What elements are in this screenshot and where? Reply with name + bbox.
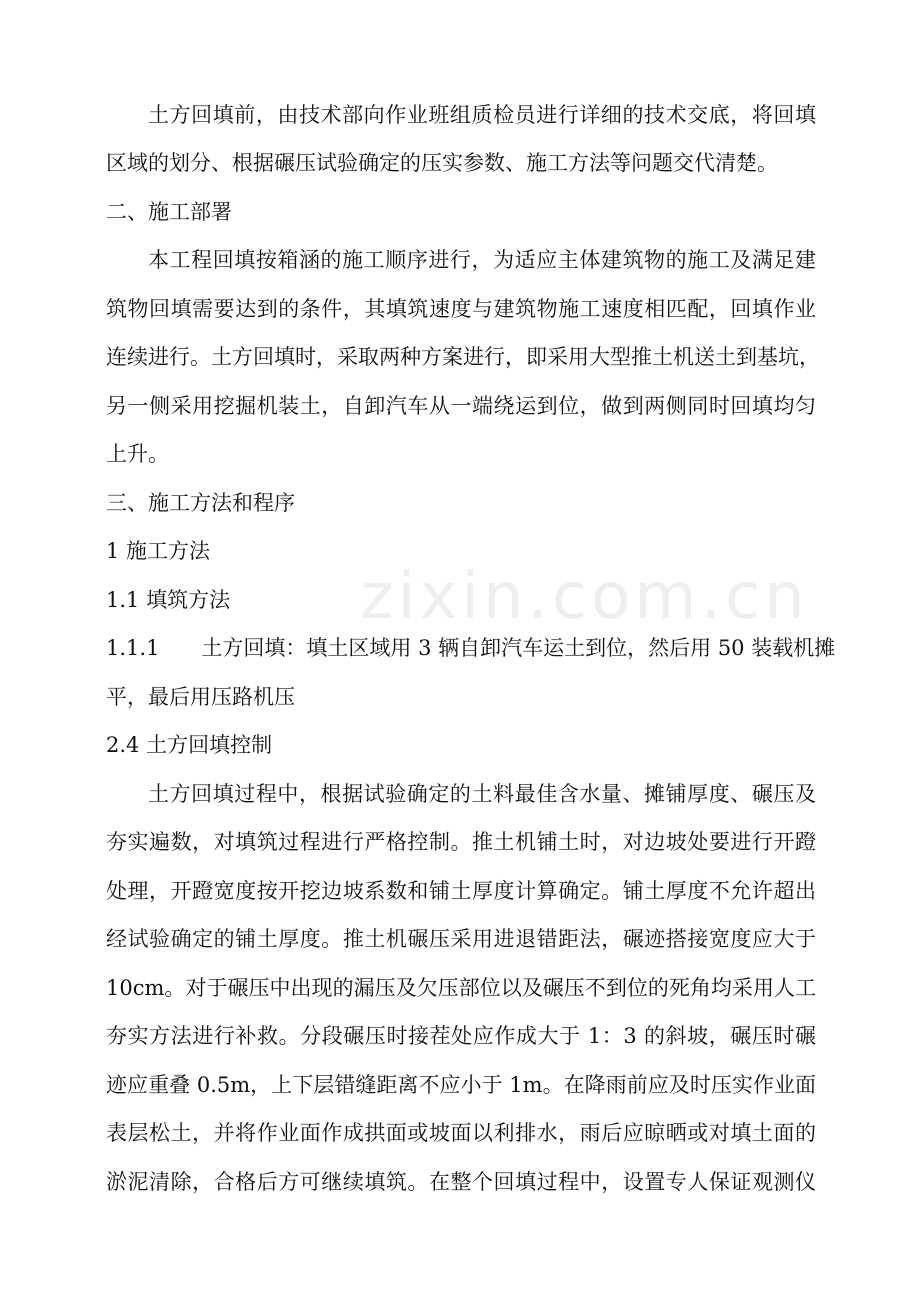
paragraph-line: 夯实方法进行补救。分段碾压时接茬处应作成大于 1：3 的斜坡，碾压时碾: [106, 1024, 816, 1048]
paragraph-line: 处理，开蹬宽度按开挖边坡系数和铺土厚度计算确定。铺土厚度不允许超出: [106, 879, 816, 903]
paragraph-line: 上升。: [106, 442, 169, 466]
paragraph-line: 土方回填过程中，根据试验确定的土料最佳含水量、摊铺厚度、碾压及: [148, 782, 816, 806]
paragraph-line: 区域的划分、根据碾压试验确定的压实参数、施工方法等问题交代清楚。: [106, 151, 778, 175]
subsection-heading: 1.1 填筑方法: [106, 588, 231, 612]
paragraph-line: 表层松土，并将作业面作成拱面或坡面以利排水，雨后应晾晒或对填土面的: [106, 1121, 816, 1145]
paragraph-line: 经试验确定的铺土厚度。推土机碾压采用进退错距法，碾迹搭接宽度应大于: [106, 927, 816, 951]
paragraph-line: 1.1.1 土方回填：填土区域用 3 辆自卸汽车运土到位，然后用 50 装载机摊: [106, 636, 836, 660]
paragraph-line: 连续进行。土方回填时，采取两种方案进行，即采用大型推土机送土到基坑，: [106, 345, 820, 369]
section-heading: 三、施工方法和程序: [106, 491, 295, 515]
paragraph-line: 夯实遍数，对填筑过程进行严格控制。推土机铺土时，对边坡处要进行开蹬: [106, 830, 816, 854]
paragraph-line: 土方回填前，由技术部向作业班组质检员进行详细的技术交底，将回填: [148, 103, 816, 127]
subsection-heading: 2.4 土方回填控制: [106, 733, 273, 757]
paragraph-line: 另一侧采用挖掘机装土，自卸汽车从一端绕运到位，做到两侧同时回填均匀: [106, 394, 816, 418]
section-heading: 二、施工部署: [106, 200, 232, 224]
paragraph-line: 淤泥清除，合格后方可继续填筑。在整个回填过程中，设置专人保证观测仪: [106, 1170, 816, 1194]
paragraph-line: 迹应重叠 0.5m，上下层错缝距离不应小于 1m。在降雨前应及时压实作业面: [106, 1073, 816, 1097]
watermark: zixin.com.cn: [360, 560, 809, 634]
paragraph-line: 本工程回填按箱涵的施工顺序进行，为适应主体建筑物的施工及满足建: [148, 248, 816, 272]
paragraph-line: 平，最后用压路机压: [106, 685, 295, 709]
subsection-heading: 1 施工方法: [106, 539, 211, 563]
paragraph-line: 筑物回填需要达到的条件，其填筑速度与建筑物施工速度相匹配，回填作业: [106, 297, 816, 321]
paragraph-line: 10cm。对于碾压中出现的漏压及欠压部位以及碾压不到位的死角均采用人工: [106, 976, 816, 1000]
